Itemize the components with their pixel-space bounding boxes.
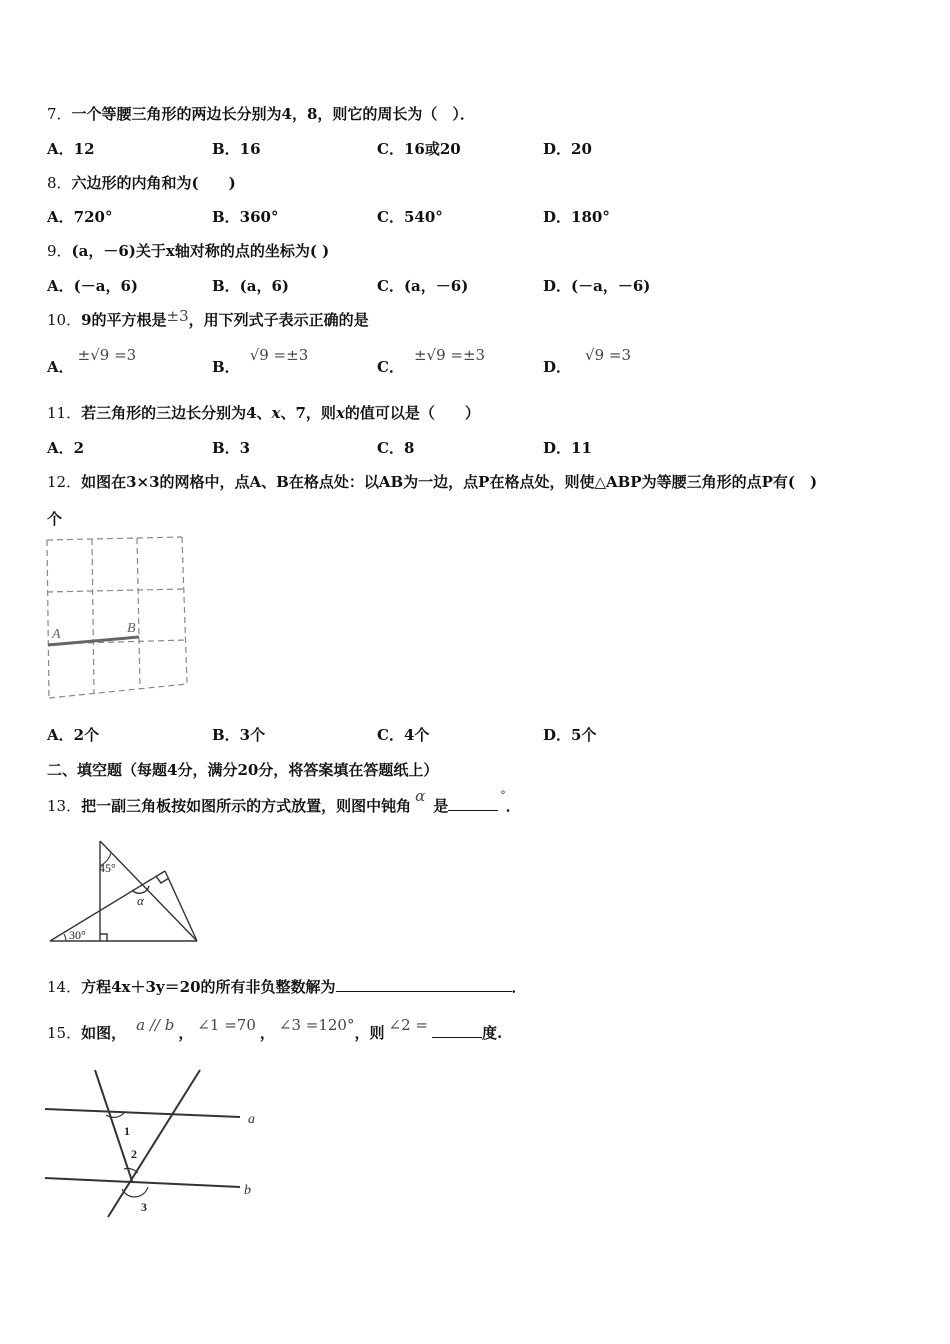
- option-a[interactable]: [47, 346, 137, 377]
- option-d[interactable]: D．180°: [543, 208, 610, 226]
- option-c[interactable]: C．540°: [377, 208, 443, 226]
- question-number: 10．: [47, 311, 82, 329]
- option-c[interactable]: C．(a，－6): [377, 277, 469, 295]
- question-text: (a，－6)关于x轴对称的点的坐标为( ): [71, 242, 330, 260]
- separator: ，: [259, 1024, 275, 1042]
- question-text: 方程4x＋3y＝20的所有非负整数解为: [81, 978, 336, 996]
- question-8: [47, 172, 236, 193]
- angle-45-label: 45°: [99, 861, 116, 875]
- option-a[interactable]: A．720°: [47, 208, 113, 226]
- option-formula: ±√9 =±3: [413, 346, 486, 364]
- point-a-label: A: [52, 627, 61, 642]
- variable-x: x: [335, 404, 345, 422]
- condition-angle-3: ∠3 =120°: [278, 1016, 355, 1034]
- question-number: 12．: [47, 473, 82, 491]
- variable-x: x: [271, 404, 281, 422]
- question-text: 一个等腰三角形的两边长分别为4，8，则它的周长为（ ）．: [71, 105, 475, 123]
- question-number: 8．: [47, 174, 72, 192]
- question-end: ．: [505, 797, 521, 815]
- option-b[interactable]: [212, 346, 309, 377]
- option-label: A．: [47, 358, 74, 376]
- option-a[interactable]: A．12: [47, 140, 95, 158]
- line-b-label: b: [244, 1183, 251, 1198]
- option-c[interactable]: C．16或20: [377, 140, 461, 158]
- answer-blank[interactable]: [336, 977, 512, 992]
- condition-angle-1: ∠1 =70: [197, 1016, 256, 1034]
- question-number: 15．: [47, 1024, 82, 1042]
- option-label: D．: [543, 358, 572, 376]
- question-7: [47, 103, 475, 124]
- option-d[interactable]: [543, 346, 631, 377]
- question-12-continued: 个: [47, 510, 63, 528]
- question-10: [47, 309, 369, 330]
- alpha-label: α: [137, 893, 144, 908]
- question-number: 7．: [47, 105, 72, 123]
- option-label: B．: [212, 358, 240, 376]
- question-9: [47, 240, 329, 261]
- option-c[interactable]: [377, 346, 486, 377]
- condition-angle-2: ∠2 =: [388, 1016, 428, 1034]
- question-end: 度.: [481, 1024, 503, 1042]
- question-number: 13．: [47, 797, 82, 815]
- question-11: [47, 402, 480, 423]
- line-a-label: a: [248, 1112, 255, 1127]
- option-b[interactable]: B．360°: [212, 208, 279, 226]
- degree-symbol: °: [500, 789, 506, 802]
- option-formula: √9 =3: [585, 346, 631, 364]
- option-d[interactable]: D．(－a，－6): [543, 277, 651, 295]
- question-number: 9．: [47, 242, 72, 260]
- math-plus-minus-3: ±3: [166, 307, 189, 325]
- question-end: ．: [511, 978, 527, 996]
- option-b[interactable]: B．(a，6): [212, 277, 290, 295]
- option-b[interactable]: B．3个: [212, 726, 266, 744]
- option-label: C．: [377, 358, 404, 376]
- alpha-symbol: α: [415, 787, 426, 805]
- question-14: [47, 976, 527, 997]
- option-formula: ±√9 =3: [77, 346, 137, 364]
- option-c[interactable]: C．8: [377, 439, 415, 457]
- angle-2-label: 2: [131, 1147, 137, 1161]
- question-number: 14．: [47, 978, 82, 996]
- question-12: [47, 471, 817, 492]
- option-c[interactable]: C．4个: [377, 726, 430, 744]
- option-d[interactable]: D．11: [543, 439, 592, 457]
- question-text: 六边形的内角和为( ): [71, 174, 236, 192]
- question-text: 若三角形的三边长分别为4、: [81, 404, 272, 422]
- option-b[interactable]: B．3: [212, 439, 251, 457]
- answer-blank[interactable]: [448, 796, 498, 811]
- triangle-figure: [45, 838, 205, 948]
- option-formula: √9 =±3: [249, 346, 309, 364]
- answer-blank[interactable]: [432, 1023, 482, 1038]
- angle-30-label: 30°: [69, 928, 86, 942]
- separator: ，: [178, 1024, 194, 1042]
- option-b[interactable]: B．16: [212, 140, 261, 158]
- section-title: 二、填空题（每题4分，满分20分，将答案填在答题纸上）: [47, 761, 439, 779]
- point-b-label: B: [127, 621, 136, 636]
- question-15: [47, 1016, 503, 1043]
- question-text: 是: [433, 797, 449, 815]
- question-13: [47, 787, 521, 816]
- question-text: 如图在3×3的网格中，点A、B在格点处：以AB为一边，点P在格点处，则使△ABP为等腰三角形的点P有( ): [81, 473, 818, 491]
- option-a[interactable]: A．2个: [47, 726, 100, 744]
- option-a[interactable]: A．2: [47, 439, 85, 457]
- option-d[interactable]: D．20: [543, 140, 592, 158]
- angle-3-label: 3: [141, 1200, 147, 1214]
- question-text: 如图，: [81, 1024, 127, 1042]
- question-number: 11．: [47, 404, 82, 422]
- option-d[interactable]: D．5个: [543, 726, 597, 744]
- question-text-end: ，用下列式子表示正确的是: [188, 311, 369, 329]
- question-text: 的值可以是（ ）: [344, 404, 480, 422]
- question-text: 把一副三角板按如图所示的方式放置，则图中钝角: [81, 797, 412, 815]
- question-text: 、7，则: [280, 404, 336, 422]
- question-text: 9的平方根是: [81, 311, 167, 329]
- grid-figure: [42, 532, 192, 702]
- angle-1-label: 1: [124, 1124, 130, 1138]
- option-a[interactable]: A．(－a，6): [47, 277, 138, 295]
- condition-parallel: a // b: [136, 1016, 175, 1034]
- parallel-lines-figure: [40, 1065, 270, 1225]
- question-text: ，则: [354, 1024, 385, 1042]
